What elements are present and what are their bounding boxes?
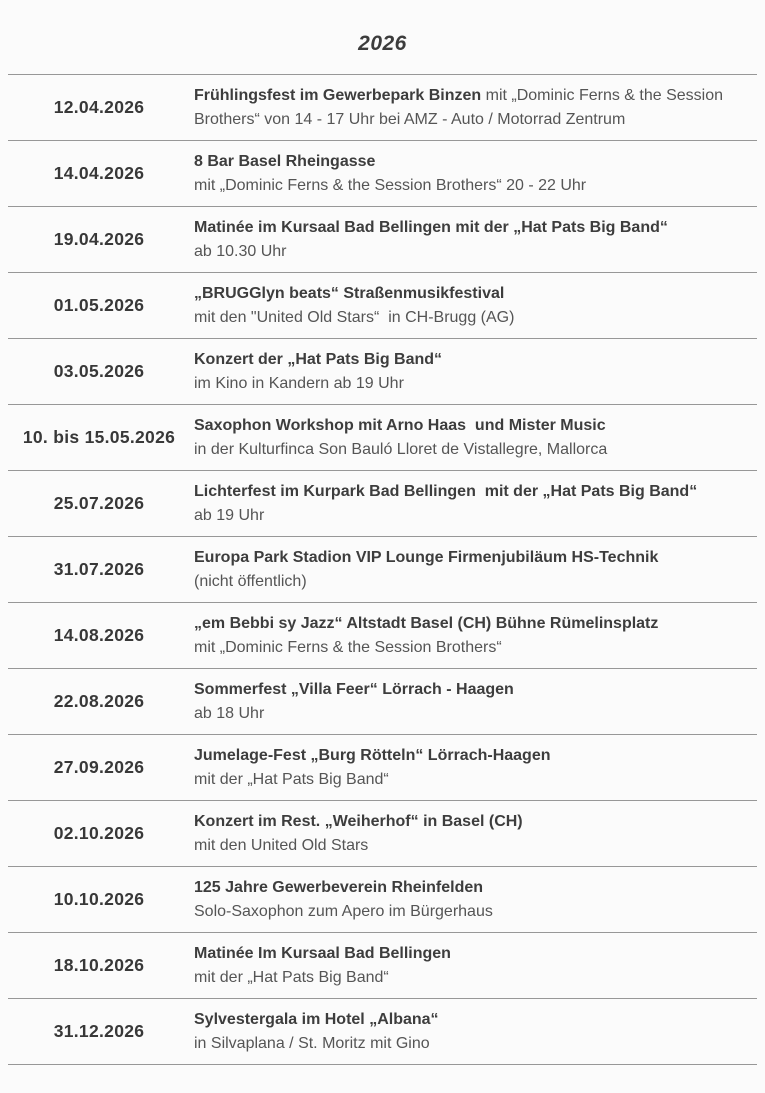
event-date: 27.09.2026 bbox=[53, 756, 145, 777]
event-date: 14.04.2026 bbox=[53, 162, 145, 183]
event-date: 10.10.2026 bbox=[53, 888, 145, 909]
event-detail: mit „Dominic Ferns & the Session Brothers“ bbox=[194, 638, 502, 656]
event-title: Saxophon Workshop mit Arno Haas und Mister Music bbox=[194, 417, 606, 434]
event-title: Konzert der „Hat Pats Big Band“ bbox=[194, 351, 443, 368]
event-title: Frühlingsfest im Gewerbepark Binzen bbox=[194, 87, 482, 104]
event-date: 25.07.2026 bbox=[53, 492, 145, 513]
event-date: 31.07.2026 bbox=[53, 558, 145, 579]
event-date: 02.10.2026 bbox=[53, 822, 145, 843]
event-title: Sylvestergala im Hotel „Albana“ bbox=[194, 1011, 439, 1028]
event-date: 19.04.2026 bbox=[53, 228, 145, 249]
event-title: Matinée im Kursaal Bad Bellingen mit der „Hat Pats Big Band“ bbox=[194, 219, 668, 236]
schedule-table bbox=[8, 74, 757, 1065]
event-detail: in Silvaplana / St. Moritz mit Gino bbox=[194, 1034, 430, 1052]
event-title: Sommerfest „Villa Feer“ Lörrach - Haagen bbox=[194, 681, 514, 698]
event-detail: mit den United Old Stars bbox=[194, 836, 369, 854]
event-description bbox=[190, 84, 757, 131]
schedule-row bbox=[8, 669, 757, 735]
schedule-row bbox=[8, 801, 757, 867]
event-title-continuation: mit „Dominic Ferns & the Session Brothers“ von 14 - 17 Uhr bei AMZ - Auto / Motorrad Zentrum bbox=[194, 87, 728, 128]
schedule-row bbox=[8, 867, 757, 933]
event-title: „em Bebbi sy Jazz“ Altstadt Basel (CH) Bühne Rümelinsplatz bbox=[194, 615, 659, 632]
event-detail: im Kino in Kandern ab 19 Uhr bbox=[194, 374, 404, 392]
page-title: 2026 bbox=[358, 32, 407, 55]
event-title: Konzert im Rest. „Weiherhof“ in Basel (CH) bbox=[194, 813, 523, 830]
event-description bbox=[190, 150, 757, 197]
event-date: 22.08.2026 bbox=[53, 690, 145, 711]
schedule-row bbox=[8, 933, 757, 999]
event-date: 12.04.2026 bbox=[53, 96, 145, 117]
event-title: Europa Park Stadion VIP Lounge Firmenjubiläum HS-Technik bbox=[194, 549, 659, 566]
schedule-row bbox=[8, 603, 757, 669]
event-detail: mit der „Hat Pats Big Band“ bbox=[194, 770, 389, 788]
schedule-row bbox=[8, 141, 757, 207]
event-title: 8 Bar Basel Rheingasse bbox=[194, 153, 376, 170]
schedule-row bbox=[8, 999, 757, 1065]
event-description bbox=[190, 942, 757, 989]
event-date: 18.10.2026 bbox=[53, 954, 145, 975]
event-description bbox=[190, 810, 757, 857]
event-description bbox=[190, 1008, 757, 1055]
event-detail: ab 19 Uhr bbox=[194, 506, 265, 524]
event-title: „BRUGGlyn beats“ Straßenmusikfestival bbox=[194, 285, 505, 302]
event-title: Jumelage-Fest „Burg Rötteln“ Lörrach-Haagen bbox=[194, 747, 551, 764]
schedule-row bbox=[8, 75, 757, 141]
event-detail: ab 18 Uhr bbox=[194, 704, 265, 722]
event-title: Lichterfest im Kurpark Bad Bellingen mit der „Hat Pats Big Band“ bbox=[194, 483, 698, 500]
event-title: 125 Jahre Gewerbeverein Rheinfelden bbox=[194, 879, 484, 896]
event-description bbox=[190, 216, 757, 263]
event-description bbox=[190, 876, 757, 923]
event-date: 31.12.2026 bbox=[53, 1020, 145, 1041]
event-date: 10. bis 15.05.2026 bbox=[22, 426, 176, 447]
event-detail: mit „Dominic Ferns & the Session Brothers“ 20 - 22 Uhr bbox=[194, 176, 587, 194]
event-description bbox=[190, 744, 757, 791]
schedule-row bbox=[8, 405, 757, 471]
event-description bbox=[190, 282, 757, 329]
event-description bbox=[190, 678, 757, 725]
schedule-row bbox=[8, 273, 757, 339]
event-description bbox=[190, 480, 757, 527]
event-description bbox=[190, 546, 757, 593]
event-detail: ab 10.30 Uhr bbox=[194, 242, 287, 260]
schedule-row bbox=[8, 471, 757, 537]
event-description bbox=[190, 348, 757, 395]
schedule-row bbox=[8, 339, 757, 405]
schedule-row bbox=[8, 735, 757, 801]
event-detail: Solo-Saxophon zum Apero im Bürgerhaus bbox=[194, 902, 493, 920]
event-detail: in der Kulturfinca Son Bauló Lloret de Vistallegre, Mallorca bbox=[194, 440, 608, 458]
schedule-row bbox=[8, 537, 757, 603]
event-title: Matinée Im Kursaal Bad Bellingen bbox=[194, 945, 451, 962]
event-detail: mit den "United Old Stars“ in CH-Brugg (AG) bbox=[194, 308, 515, 326]
schedule-row bbox=[8, 207, 757, 273]
event-description bbox=[190, 612, 757, 659]
event-detail: (nicht öffentlich) bbox=[194, 572, 307, 590]
event-date: 14.08.2026 bbox=[53, 624, 145, 645]
event-detail: mit der „Hat Pats Big Band“ bbox=[194, 968, 389, 986]
event-description bbox=[190, 414, 757, 461]
event-date: 01.05.2026 bbox=[53, 294, 145, 315]
event-date: 03.05.2026 bbox=[53, 360, 145, 381]
